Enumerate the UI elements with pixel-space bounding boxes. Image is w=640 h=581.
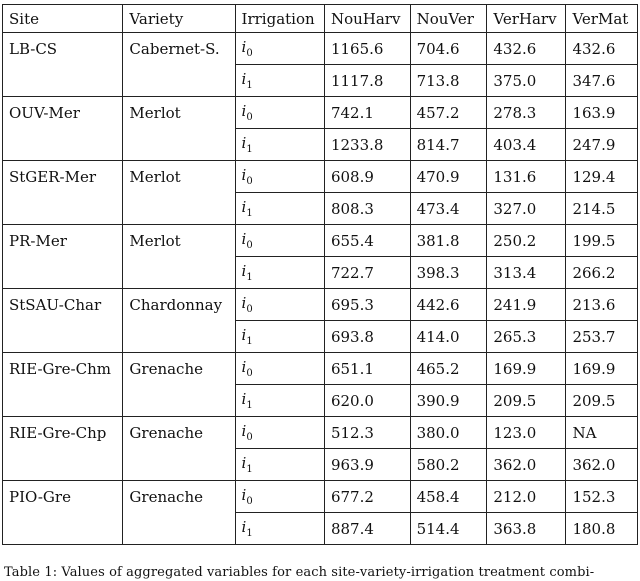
table-row <box>3 97 638 129</box>
irrigation-cell <box>235 65 324 97</box>
value-cell: 363.8 <box>487 513 566 545</box>
table-row <box>3 353 638 385</box>
irrigation-subscript: 0 <box>246 112 253 123</box>
table-row <box>3 481 638 513</box>
value-cell: 199.5 <box>566 225 638 257</box>
irrigation-symbol: i <box>241 326 247 344</box>
irrigation-subscript: 0 <box>246 368 253 379</box>
irrigation-subscript: 0 <box>246 240 253 251</box>
irrigation-subscript: 1 <box>246 272 253 283</box>
irrigation-symbol: i <box>241 518 247 536</box>
value-cell: 458.4 <box>410 481 487 513</box>
variety-cell: Grenache <box>123 417 235 481</box>
header-variety: Variety <box>123 5 235 33</box>
variety-cell: Merlot <box>123 225 235 289</box>
irrigation-subscript: 1 <box>246 528 253 539</box>
value-cell: 403.4 <box>487 129 566 161</box>
variety-cell: Merlot <box>123 161 235 225</box>
variety-cell: Chardonnay <box>123 289 235 353</box>
value-cell: 808.3 <box>324 193 410 225</box>
irrigation-symbol: i <box>241 486 247 504</box>
irrigation-subscript: 1 <box>246 400 253 411</box>
irrigation-symbol: i <box>241 70 247 88</box>
value-cell: 213.6 <box>566 289 638 321</box>
value-cell: 253.7 <box>566 321 638 353</box>
site-cell: PIO-Gre <box>3 481 123 545</box>
header-nouver: NouVer <box>410 5 487 33</box>
header-irrigation: Irrigation <box>235 5 324 33</box>
irrigation-subscript: 1 <box>246 208 253 219</box>
value-cell: 693.8 <box>324 321 410 353</box>
irrigation-symbol: i <box>241 422 247 440</box>
variety-cell: Cabernet-S. <box>123 33 235 97</box>
irrigation-subscript: 0 <box>246 304 253 315</box>
value-cell: 380.0 <box>410 417 487 449</box>
value-cell: 704.6 <box>410 33 487 65</box>
value-cell: 327.0 <box>487 193 566 225</box>
irrigation-subscript: 1 <box>246 144 253 155</box>
irrigation-symbol: i <box>241 358 247 376</box>
value-cell: 414.0 <box>410 321 487 353</box>
value-cell: 473.4 <box>410 193 487 225</box>
value-cell: 620.0 <box>324 385 410 417</box>
irrigation-subscript: 1 <box>246 336 253 347</box>
value-cell: 375.0 <box>487 65 566 97</box>
value-cell: 695.3 <box>324 289 410 321</box>
value-cell: 1165.6 <box>324 33 410 65</box>
site-cell: LB-CS <box>3 33 123 97</box>
irrigation-subscript: 0 <box>246 496 253 507</box>
value-cell: 742.1 <box>324 97 410 129</box>
value-cell: 313.4 <box>487 257 566 289</box>
value-cell: 362.0 <box>487 449 566 481</box>
table-row <box>3 289 638 321</box>
value-cell: 713.8 <box>410 65 487 97</box>
irrigation-cell <box>235 33 324 65</box>
value-cell: 163.9 <box>566 97 638 129</box>
value-cell: 152.3 <box>566 481 638 513</box>
irrigation-symbol: i <box>241 38 247 56</box>
value-cell: 432.6 <box>566 33 638 65</box>
variety-cell: Grenache <box>123 353 235 417</box>
value-cell: 123.0 <box>487 417 566 449</box>
value-cell: 129.4 <box>566 161 638 193</box>
irrigation-cell <box>235 385 324 417</box>
table-caption: Table 1: Values of aggregated variables for each site-variety-irrigation treatment combi- <box>4 565 595 580</box>
irrigation-subscript: 1 <box>246 464 253 475</box>
header-nouharv: NouHarv <box>324 5 410 33</box>
irrigation-symbol: i <box>241 166 247 184</box>
site-cell: OUV-Mer <box>3 97 123 161</box>
table-row <box>3 225 638 257</box>
value-cell: 580.2 <box>410 449 487 481</box>
value-cell: 180.8 <box>566 513 638 545</box>
header-vermat: VerMat <box>566 5 638 33</box>
value-cell: 362.0 <box>566 449 638 481</box>
header-verharv: VerHarv <box>487 5 566 33</box>
site-cell: RIE-Gre-Chm <box>3 353 123 417</box>
irrigation-subscript: 0 <box>246 48 253 59</box>
value-cell: 209.5 <box>566 385 638 417</box>
irrigation-subscript: 0 <box>246 432 253 443</box>
value-cell: 442.6 <box>410 289 487 321</box>
value-cell: 169.9 <box>566 353 638 385</box>
irrigation-symbol: i <box>241 134 247 152</box>
value-cell: 247.9 <box>566 129 638 161</box>
irrigation-symbol: i <box>241 390 247 408</box>
value-cell: 651.1 <box>324 353 410 385</box>
value-cell: 169.9 <box>487 353 566 385</box>
site-cell: RIE-Gre-Chp <box>3 417 123 481</box>
irrigation-subscript: 1 <box>246 80 253 91</box>
value-cell: 398.3 <box>410 257 487 289</box>
value-cell: 278.3 <box>487 97 566 129</box>
site-cell: StGER-Mer <box>3 161 123 225</box>
value-cell: 608.9 <box>324 161 410 193</box>
irrigation-cell <box>235 161 324 193</box>
value-cell: 655.4 <box>324 225 410 257</box>
variety-cell: Grenache <box>123 481 235 545</box>
value-cell: 457.2 <box>410 97 487 129</box>
table-header-row <box>3 5 638 33</box>
irrigation-cell <box>235 513 324 545</box>
value-cell: 514.4 <box>410 513 487 545</box>
value-cell: 212.0 <box>487 481 566 513</box>
irrigation-symbol: i <box>241 262 247 280</box>
irrigation-cell <box>235 353 324 385</box>
irrigation-cell <box>235 225 324 257</box>
value-cell: 465.2 <box>410 353 487 385</box>
irrigation-symbol: i <box>241 230 247 248</box>
value-cell: 677.2 <box>324 481 410 513</box>
site-cell: StSAU-Char <box>3 289 123 353</box>
value-cell: 1117.8 <box>324 65 410 97</box>
value-cell: 209.5 <box>487 385 566 417</box>
data-table <box>2 4 638 545</box>
irrigation-cell <box>235 321 324 353</box>
value-cell: 722.7 <box>324 257 410 289</box>
irrigation-cell <box>235 257 324 289</box>
value-cell: 512.3 <box>324 417 410 449</box>
irrigation-cell <box>235 193 324 225</box>
value-cell: NA <box>566 417 638 449</box>
table-row <box>3 417 638 449</box>
value-cell: 266.2 <box>566 257 638 289</box>
value-cell: 250.2 <box>487 225 566 257</box>
variety-cell: Merlot <box>123 97 235 161</box>
value-cell: 470.9 <box>410 161 487 193</box>
site-cell: PR-Mer <box>3 225 123 289</box>
irrigation-cell <box>235 417 324 449</box>
value-cell: 241.9 <box>487 289 566 321</box>
value-cell: 963.9 <box>324 449 410 481</box>
value-cell: 347.6 <box>566 65 638 97</box>
irrigation-symbol: i <box>241 198 247 216</box>
value-cell: 265.3 <box>487 321 566 353</box>
table-row <box>3 161 638 193</box>
irrigation-subscript: 0 <box>246 176 253 187</box>
header-site: Site <box>3 5 123 33</box>
irrigation-symbol: i <box>241 102 247 120</box>
irrigation-cell <box>235 129 324 161</box>
irrigation-symbol: i <box>241 294 247 312</box>
irrigation-cell <box>235 97 324 129</box>
value-cell: 214.5 <box>566 193 638 225</box>
value-cell: 432.6 <box>487 33 566 65</box>
table-row <box>3 33 638 65</box>
irrigation-cell <box>235 289 324 321</box>
value-cell: 390.9 <box>410 385 487 417</box>
irrigation-cell <box>235 481 324 513</box>
irrigation-cell <box>235 449 324 481</box>
value-cell: 381.8 <box>410 225 487 257</box>
irrigation-symbol: i <box>241 454 247 472</box>
value-cell: 1233.8 <box>324 129 410 161</box>
value-cell: 814.7 <box>410 129 487 161</box>
value-cell: 887.4 <box>324 513 410 545</box>
value-cell: 131.6 <box>487 161 566 193</box>
